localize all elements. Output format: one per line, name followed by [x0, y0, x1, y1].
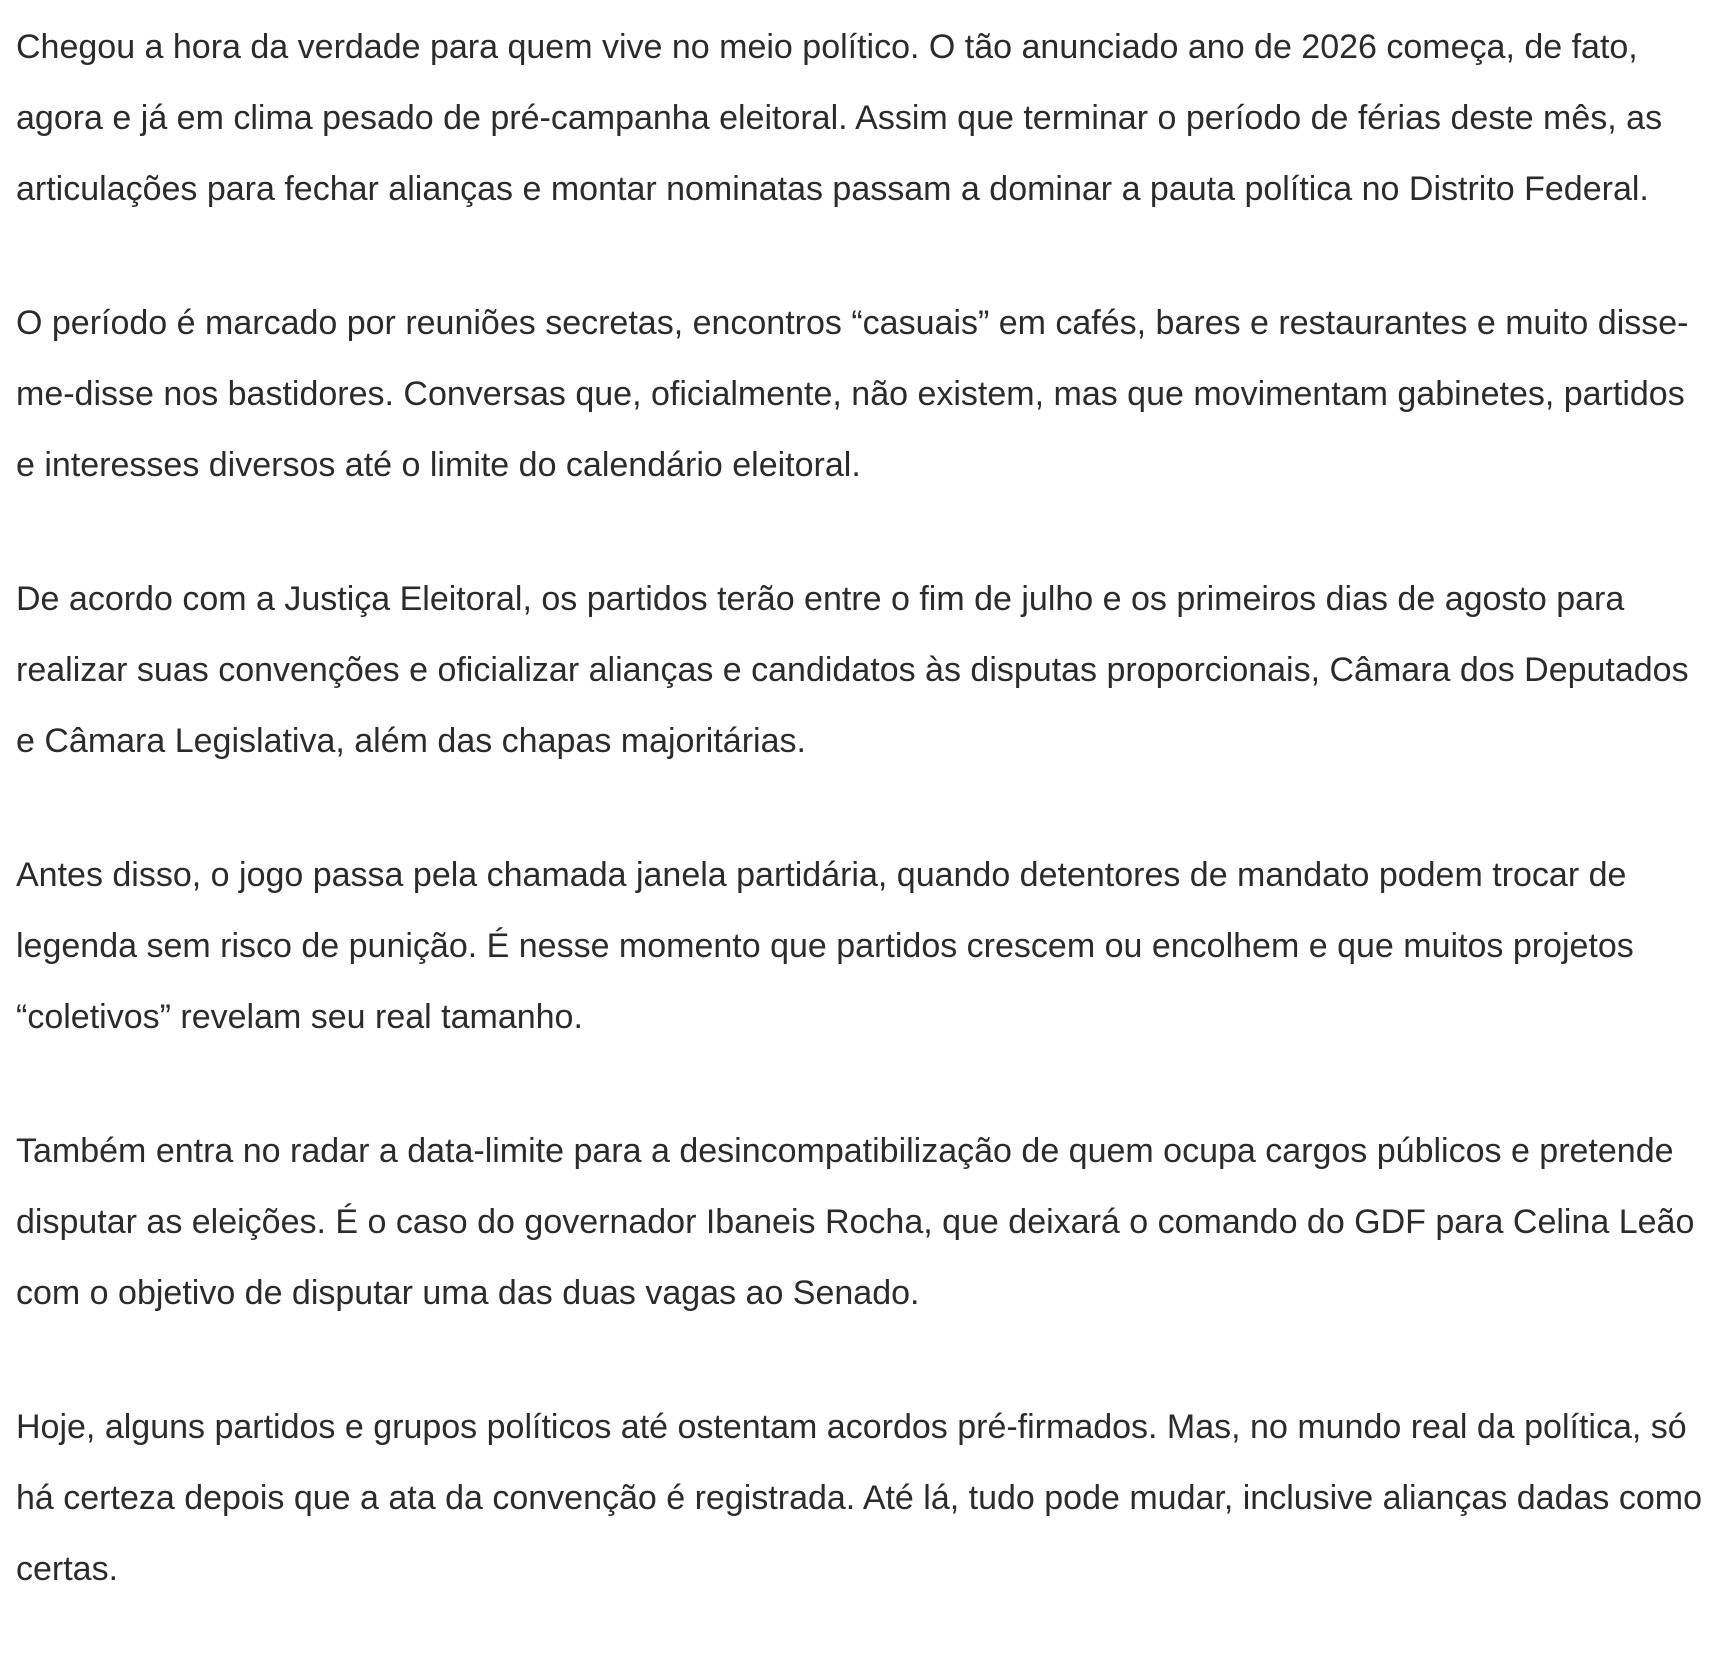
article-paragraph: Chegou a hora da verdade para quem vive no meio político. O tão anunciado ano de 2026 começa, de fato, agora e já em clima pesado de pré-campanha eleitoral. Assim que terminar o período de férias deste mês, as articulações para fechar alianças e montar nominatas passam a dominar a pauta política no Distrito Federal. — [16, 28, 1663, 208]
article-paragraph: De acordo com a Justiça Eleitoral, os partidos terão entre o fim de julho e os primeiros dias de agosto para realizar suas convenções e oficializar alianças e candidatos às disputas proporcionais, Câmara dos Deputados e Câmara Legislativa, além das chapas majoritárias. — [16, 580, 1689, 760]
article-paragraph: Também entra no radar a data-limite para a desincompatibilização de quem ocupa cargos públicos e pretende disputar as eleições. É o caso do governador Ibaneis Rocha, que deixará o comando do GDF para Celina Leão com o objetivo de disputar uma das duas vagas ao Senado. — [16, 1132, 1695, 1312]
article-body — [16, 12, 1706, 1605]
article-paragraph: Hoje, alguns partidos e grupos políticos até ostentam acordos pré-firmados. Mas, no mundo real da política, só há certeza depois que a ata da convenção é registrada. Até lá, tudo pode mudar, inclusive alianças dadas como certas. — [16, 1408, 1702, 1588]
article-paragraph: Antes disso, o jogo passa pela chamada janela partidária, quando detentores de mandato podem trocar de legenda sem risco de punição. É nesse momento que partidos crescem ou encolhem e que muitos projetos “coletivos” revelam seu real tamanho. — [16, 856, 1634, 1036]
article-paragraph: O período é marcado por reuniões secretas, encontros “casuais” em cafés, bares e restaurantes e muito disse-me-disse nos bastidores. Conversas que, oficialmente, não existem, mas que movimentam gabinetes, partidos e interesses diversos até o limite do calendário eleitoral. — [16, 304, 1689, 484]
